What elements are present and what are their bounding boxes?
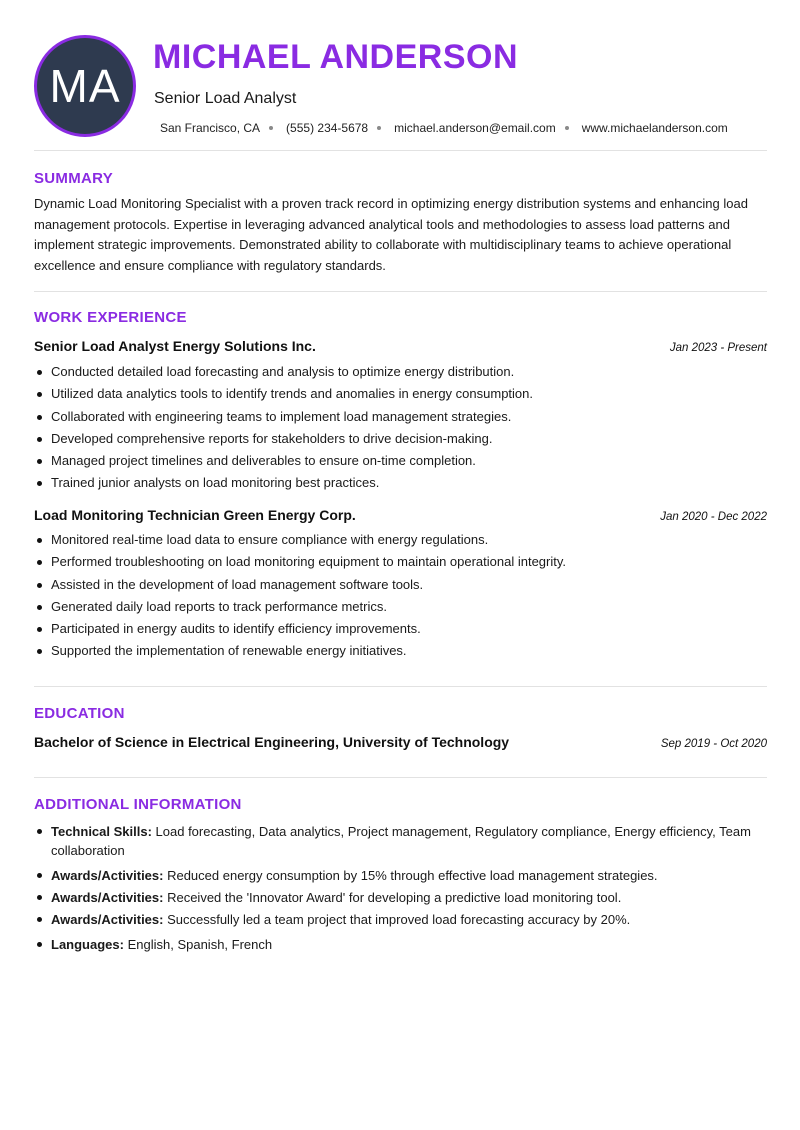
education-entry [34,734,767,750]
list-item [34,866,767,885]
list-item: Supported the implementation of renewable energy initiatives. [34,643,767,659]
candidate-role: Senior Load Analyst [154,90,297,107]
divider [34,686,767,687]
summary-heading: SUMMARY [34,170,114,187]
list-item: Performed troubleshooting on load monitoring equipment to maintain operational integrity. [34,554,767,570]
item-text: Reduced energy consumption by 15% through effective load management strategies. [163,868,658,883]
job-dates: Jan 2020 - Dec 2022 [660,511,767,523]
contact-location: San Francisco, CA [160,121,261,135]
experience-heading: WORK EXPERIENCE [34,309,187,326]
list-item: Managed project timelines and deliverables to ensure on-time completion. [34,453,767,469]
contact-email: michael.anderson@email.com [394,121,556,135]
divider [34,150,767,151]
job-header [34,338,767,354]
contact-website: www.michaelanderson.com [581,121,728,135]
item-label: Awards/Activities: [51,868,164,883]
list-item: Participated in energy audits to identify efficiency improvements. [34,621,767,637]
divider [34,777,767,778]
list-item: Assisted in the development of load management software tools. [34,577,767,593]
item-text: Received the 'Innovator Award' for developing a predictive load monitoring tool. [163,890,622,905]
job-title: Load Monitoring Technician Green Energy Corp. [34,507,356,523]
item-label: Languages: [51,937,124,952]
item-text: Successfully led a team project that improved load forecasting accuracy by 20%. [163,912,631,927]
avatar-initials: MA [49,60,121,112]
job-header [34,507,767,523]
list-item [34,935,767,954]
separator-dot [565,126,569,130]
additional-heading: ADDITIONAL INFORMATION [34,796,242,813]
divider [34,291,767,292]
job-bullet-list [34,364,767,498]
list-item: Conducted detailed load forecasting and analysis to optimize energy distribution. [34,364,767,380]
item-label: Awards/Activities: [51,890,164,905]
job-title: Senior Load Analyst Energy Solutions Inc. [34,338,316,354]
contact-line [160,121,728,135]
item-label: Technical Skills: [51,824,152,839]
additional-list [34,822,767,954]
separator-dot [377,126,381,130]
candidate-name: MICHAEL ANDERSON [153,38,519,76]
list-item: Utilized data analytics tools to identify trends and anomalies in energy consumption. [34,386,767,402]
list-item [34,822,767,860]
contact-phone: (555) 234-5678 [286,121,369,135]
item-text: Load forecasting, Data analytics, Project management, Regulatory compliance, Energy efficiency, Team collaboration [51,824,751,858]
list-item: Trained junior analysts on load monitoring best practices. [34,475,767,491]
education-dates: Sep 2019 - Oct 2020 [660,738,767,750]
item-text: English, Spanish, French [123,937,273,952]
summary-text: Dynamic Load Monitoring Specialist with a proven track record in optimizing energy distribution systems and enhancing load management protocols. Expertise in leveraging advanced analytical tools and methodologies to assess load patterns and implement strategic improvements. Demonstrated ability to collaborate with multidisciplinary teams to achieve operational excellence and ensure compliance with regulatory standards. [34,196,748,273]
list-item: Collaborated with engineering teams to implement load management strategies. [34,409,767,425]
list-item: Generated daily load reports to track performance metrics. [34,599,767,615]
list-item: Monitored real-time load data to ensure compliance with energy regulations. [34,532,767,548]
degree-title: Bachelor of Science in Electrical Engineering, University of Technology [34,734,510,750]
avatar [34,35,136,137]
education-heading: EDUCATION [34,705,125,722]
separator-dot [269,126,273,130]
item-label: Awards/Activities: [51,912,164,927]
list-item [34,910,767,929]
list-item: Developed comprehensive reports for stakeholders to drive decision-making. [34,431,767,447]
list-item [34,888,767,907]
job-bullet-list [34,532,767,666]
job-dates: Jan 2023 - Present [669,342,767,354]
